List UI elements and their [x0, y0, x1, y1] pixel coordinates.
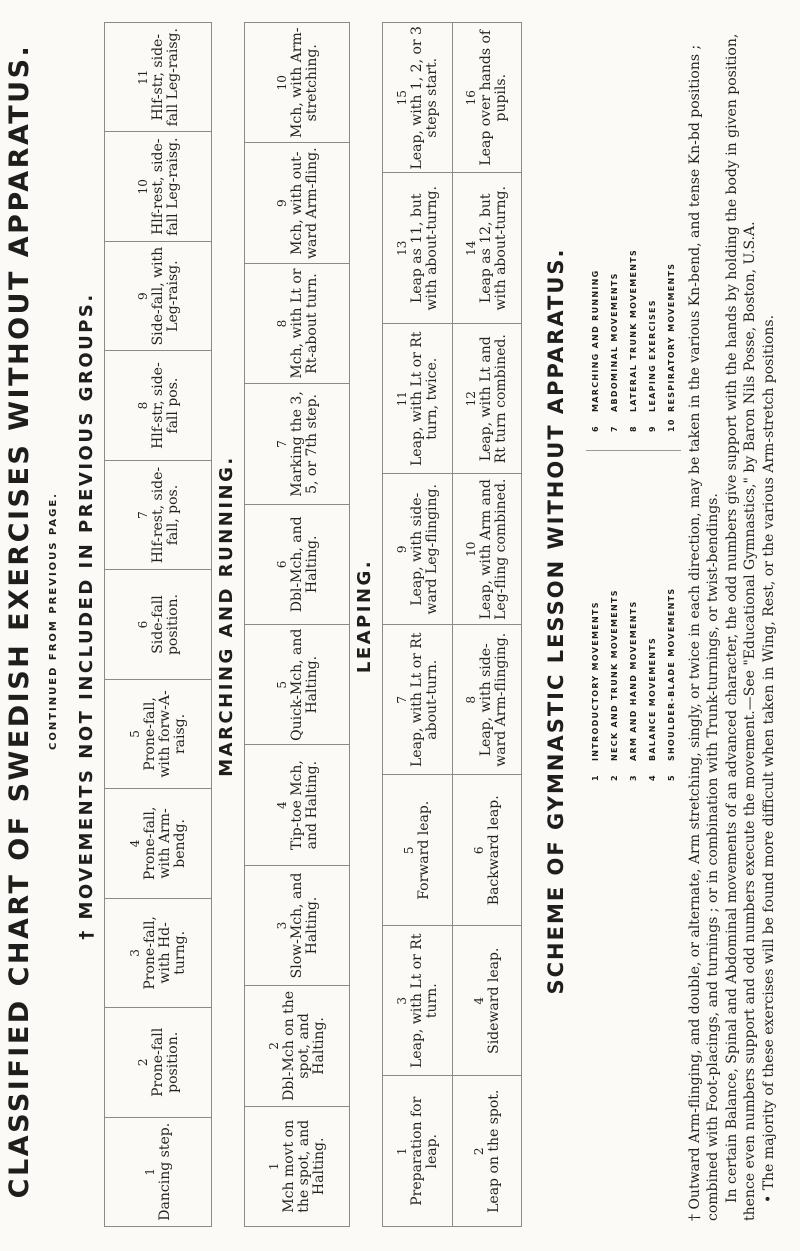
exercise-number: 2 [471, 1147, 486, 1156]
exercise-label: Forward leap. [416, 800, 433, 900]
exercise-number: 5 [274, 680, 289, 689]
exercise-label: Mch movt on the spot, and Halting. [281, 1119, 327, 1213]
scheme-item-label: BALANCE MOVEMENTS [648, 636, 657, 761]
exercise-label: Leap, with Lt or Rt turn, twice. [408, 331, 440, 466]
exercise-label: Dbl-Mch on the spot, and Halting. [281, 990, 327, 1101]
exercise-number: 1 [267, 1162, 281, 1171]
exercise-cell [245, 263, 350, 383]
scheme-item-label: LATERAL TRUNK MOVEMENTS [629, 248, 638, 412]
exercise-number: 5 [128, 730, 142, 738]
footnotes [686, 11, 779, 1221]
exercise-label: Mch, with Lt or Rt-about turn. [288, 268, 320, 379]
exercise-label: Leap on the spot. [485, 1089, 502, 1213]
chart-subtitle: CONTINUED FROM PREVIOUS PAGE. [48, 492, 59, 750]
exercise-cell [105, 132, 212, 241]
exercise-cell [452, 625, 522, 776]
exercise-label: Prone-fall, with Hd-turng. [142, 916, 188, 990]
exercise-label: Preparation for leap. [408, 1096, 440, 1206]
exercise-cell [105, 898, 212, 1007]
scheme-item [624, 162, 643, 432]
scheme-item-label: INTRODUCTORY MOVEMENTS [591, 601, 600, 761]
scheme-item-label: RESPIRATORY MOVEMENTS [667, 262, 676, 412]
exercise-label: Backward leap. [485, 795, 502, 906]
exercise-cell [452, 23, 522, 174]
scheme-item [643, 162, 662, 432]
exercise-number: 9 [135, 292, 150, 300]
exercise-cell [105, 679, 212, 788]
exercise-cell [383, 775, 453, 926]
exercise-cell [383, 926, 453, 1077]
exercise-number: 4 [471, 996, 486, 1005]
exercise-number: 7 [135, 511, 150, 519]
exercise-label: Prone-fall, with Arm-bendg. [142, 806, 188, 881]
exercise-cell [105, 351, 212, 460]
exercise-label: Dbl-Mch, and Halting. [288, 516, 320, 613]
exercise-label: Quick-Mch, and Halting. [288, 628, 320, 741]
exercise-number: 1 [394, 1147, 409, 1156]
scheme-item-label: SHOULDER-BLADE MOVEMENTS [667, 587, 676, 761]
exercise-cell [105, 241, 212, 350]
exercise-number: 6 [471, 846, 486, 855]
footnote-outward-arm: † Outward Arm-flinging, and double, or alternate, Arm stretching, singly, or twice in each direction, may be taken in the various Kn-bend, and tense Kn-bd positions ; combined with Foot-placings, and turnings ; or in combination with Trunk-turnings, or twist-bendings. [687, 44, 721, 1221]
section-title-movements: † MOVEMENTS NOT INCLUDED IN PREVIOUS GROUPS. [76, 292, 97, 940]
exercise-number: 9 [394, 545, 409, 554]
exercise-label: Hlf-rest, side-fall, pos. [149, 466, 181, 564]
exercise-cell [452, 775, 522, 926]
exercise-label: Leap, with Lt and Rt turn combined. [478, 334, 510, 464]
exercise-cell [452, 474, 522, 625]
exercise-cell [245, 143, 350, 263]
exercise-number: 12 [464, 391, 479, 407]
scheme-item-number: 2 [610, 774, 619, 781]
exercise-cell [383, 1076, 453, 1227]
exercise-label: Leap as 12, but with about-turng. [478, 186, 510, 311]
exercise-cell [105, 1117, 212, 1226]
exercise-label: Side-fall position. [149, 593, 181, 656]
exercise-label: Hlf-rest, side-fall Leg-raisg. [149, 137, 181, 236]
exercise-number: 3 [128, 949, 142, 957]
scheme-item-number: 6 [591, 425, 600, 432]
exercise-label: Leap, with Arm and Leg-fling combined. [478, 478, 510, 620]
exercise-number: 6 [274, 560, 289, 569]
exercise-number: 10 [135, 179, 150, 195]
leaping-table [382, 22, 522, 1227]
exercise-cell [452, 324, 522, 475]
exercise-cell [245, 504, 350, 624]
exercise-label: Prone-fall position. [149, 1027, 181, 1097]
exercise-cell [105, 460, 212, 569]
exercise-cell [105, 570, 212, 679]
scheme-item-label: ARM AND HAND MOVEMENTS [629, 600, 638, 761]
footnote-balance-spinal: In certain Balance, Spinal and Abdominal movements of an advanced character, the odd numbers give support with the hands by holding the body in given position, thence even numbers support and odd numbers execute the movement.—See "Educational Gymnastics," by Baron Nils Posse, Boston, U.S.A. [724, 33, 758, 1221]
scheme-item [586, 162, 605, 432]
exercise-number: 4 [128, 839, 142, 848]
section-title-leaping: LEAPING. [354, 558, 375, 674]
exercise-cell [383, 625, 453, 776]
scheme-item-number: 5 [667, 774, 676, 781]
exercise-number: 8 [135, 401, 150, 410]
scheme-item [605, 162, 624, 432]
exercise-number: 9 [274, 199, 289, 207]
exercise-number: 13 [394, 240, 409, 256]
exercise-cell [245, 625, 350, 745]
scheme-item [624, 491, 643, 781]
exercise-number: 3 [394, 996, 409, 1005]
scheme-item-number: 1 [591, 774, 600, 781]
exercise-label: Hlf-str, side-fall pos. [149, 362, 181, 449]
exercise-cell [245, 384, 350, 504]
scheme-item-label: ABDOMINAL MOVEMENTS [610, 272, 619, 412]
exercise-label: Mch, with out-ward Arm-fling. [288, 147, 320, 259]
scheme-item-number: 3 [629, 774, 638, 781]
scheme-item-label: NECK AND TRUNK MOVEMENTS [610, 589, 619, 761]
exercise-label: Side-fall, with Leg-raisg. [149, 246, 181, 346]
exercise-number: 8 [274, 319, 289, 328]
movements-table [104, 22, 212, 1227]
exercise-label: Leap, with Lt or Rt about-turn. [408, 632, 440, 767]
scheme-item-number: 8 [629, 425, 638, 432]
exercise-label: Leap, with side-ward Leg-flinging. [408, 484, 440, 615]
exercise-cell [245, 865, 350, 985]
table-row [105, 23, 212, 1227]
exercise-cell [245, 23, 350, 143]
exercise-cell [383, 474, 453, 625]
scheme-item-number: 4 [648, 774, 657, 781]
scheme-item [605, 491, 624, 781]
exercise-label: Marking the 3, 5, or 7th step. [288, 391, 320, 497]
exercise-number: 10 [464, 541, 479, 557]
scheme-item-number: 7 [610, 425, 619, 432]
exercise-cell [383, 324, 453, 475]
exercise-label: Leap, with 1, 2, or 3 steps start. [408, 26, 440, 170]
exercise-cell [383, 173, 453, 324]
scheme-left-column [586, 491, 681, 781]
scheme-right-column [586, 162, 681, 451]
exercise-number: 15 [394, 90, 409, 106]
exercise-cell [245, 986, 350, 1106]
marching-table [244, 22, 350, 1227]
exercise-cell [105, 23, 212, 132]
chart-title: CLASSIFIED CHART OF SWEDISH EXERCISES WITHOUT APPARATUS. [4, 43, 35, 1199]
exercise-cell [105, 789, 212, 898]
exercise-cell [383, 23, 453, 174]
exercise-label: Leap, with Lt or Rt turn. [408, 933, 440, 1068]
exercise-label: Dancing step. [157, 1122, 173, 1221]
exercise-cell [452, 173, 522, 324]
table-row [245, 23, 350, 1227]
exercise-number: 7 [274, 440, 289, 448]
exercise-number: 1 [143, 1167, 157, 1176]
exercise-number: 5 [402, 846, 417, 855]
exercise-number: 2 [135, 1058, 150, 1067]
exercise-label: Tip-toe Mch, and Halting. [288, 760, 320, 851]
exercise-label: Mch, with Arm-stretching. [288, 27, 320, 138]
exercise-number: 11 [394, 391, 409, 407]
scheme-item [586, 491, 605, 781]
exercise-cell [245, 1106, 350, 1226]
scheme-item-number: 10 [667, 418, 676, 432]
table-row [383, 23, 453, 1227]
exercise-label: Leap, with side-ward Arm-flinging. [478, 632, 510, 767]
scheme-item [643, 491, 662, 781]
exercise-label: Leap as 11, but with about-turng. [408, 186, 440, 311]
scheme-list [586, 181, 686, 781]
exercise-number: 10 [274, 75, 289, 91]
footnote-majority: • The majority of these exercises will be found more difficult when taken in Wing, Rest, or the various Arm-stretch positions. [761, 314, 777, 1203]
exercise-label: Prone-fall, with forw-A-raisg. [142, 690, 188, 778]
exercise-cell [452, 926, 522, 1077]
exercise-cell [105, 1008, 212, 1117]
exercise-number: 14 [464, 240, 479, 256]
exercise-number: 8 [464, 695, 479, 704]
exercise-label: Slow-Mch, and Halting. [288, 872, 320, 979]
scheme-item [662, 162, 681, 432]
scheme-item [662, 491, 681, 781]
exercise-number: 4 [274, 801, 289, 809]
exercise-label: Leap over hands of pupils. [478, 29, 510, 166]
exercise-number: 6 [135, 620, 150, 629]
exercise-cell [452, 1076, 522, 1227]
scheme-title: SCHEME OF GYMNASTIC LESSON WITHOUT APPARATUS. [544, 247, 568, 995]
exercise-number: 3 [274, 921, 289, 930]
exercise-label: Hlf-str, side-fall Leg-raisg. [149, 28, 181, 127]
exercise-cell [245, 745, 350, 865]
exercise-number: 2 [267, 1042, 281, 1050]
table-row [452, 23, 522, 1227]
scheme-item-number: 9 [648, 425, 657, 432]
exercise-number: 11 [135, 69, 150, 85]
scheme-item-label: LEAPING EXERCISES [648, 299, 657, 412]
section-title-marching: MARCHING AND RUNNING. [216, 455, 237, 777]
scheme-item-label: MARCHING AND RUNNING [591, 269, 600, 412]
exercise-number: 16 [464, 90, 479, 106]
exercise-label: Sideward leap. [485, 947, 502, 1054]
exercise-number: 7 [394, 695, 409, 704]
